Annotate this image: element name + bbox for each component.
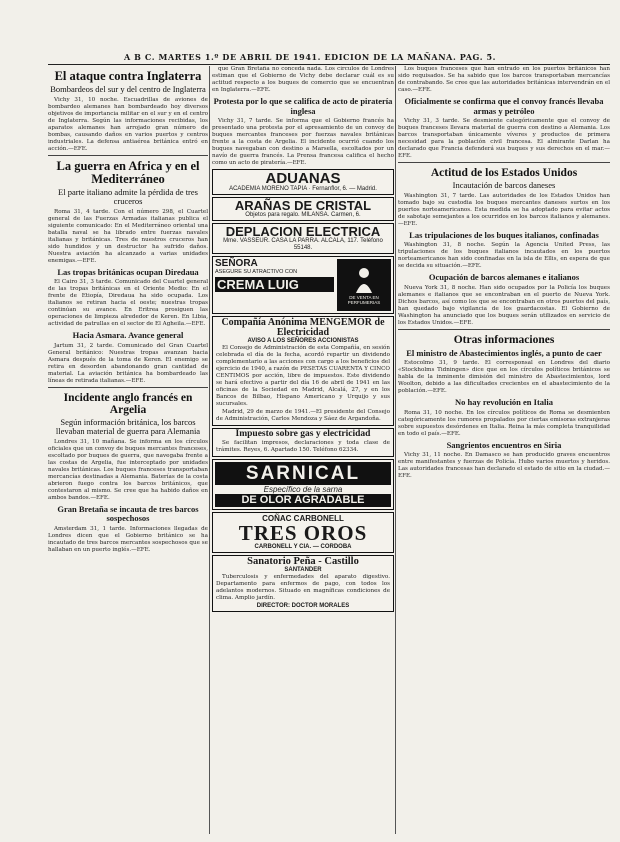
- article-title-pirateria: Protesta por lo que se califica de acto de piratería inglesa: [213, 96, 393, 116]
- article-body: Washington 31, 8 noche. Según la Agencia United Press, las tripulaciones de los buques italianos incautados en los puertos norteamericanos han sido confinadas en la isla de Ellis, en espera de que se decida su situación.—EFE.: [398, 242, 610, 269]
- ad-title: Compañía Anónima MENGEMOR de Electricidad: [221, 317, 385, 338]
- ad-subtitle: Objetos para regalo. MILANSA. Carmen, 6.: [245, 212, 361, 218]
- ad-depilacion: [212, 223, 394, 254]
- divider: [48, 155, 208, 156]
- article-body: Nueva York 31, 8 noche. Han sido ocupados por la Policía los buques alemanes e italianos que se encontraban en el puerto de Nueva York. Dichos barcos, así como los que se encontraban en otros puertos del país, han quedado bajo vigilancia de los guardacostas. El Gobierno de Washington ha anunciado que los buques serán utilizados en servicio de los Estados Unidos.—EFE.: [398, 284, 610, 326]
- ad-body: Tuberculosis y enfermedades del aparato digestivo. Departamento para enfermos de pago, con todos los adelantos modernos. Situado en magníficas condiciones de clima. Amplio jardín.: [216, 574, 390, 601]
- divider: [48, 387, 208, 388]
- woman-figure-icon: [349, 265, 379, 295]
- ad-slogan: DE OLOR AGRADABLE: [215, 494, 391, 507]
- article-title-convoy-frances: Oficialmente se confirma que el convoy francés llevaba armas y petróleo: [404, 96, 604, 116]
- ad-subtitle: ACADEMIA MORENO TAPIA · Fernanflor, 6. — Madrid.: [229, 186, 377, 192]
- article-subtitle-bombardeos: Bombardeos del sur y del centro de Inglaterra: [50, 84, 206, 94]
- article-body: Jartum 31, 2 tarde. Comunicado del Gran Cuartel General británico: Nuestras tropas avanzan hacia Asmara después de la toma de Keren. El enemigo se retira en desorden abandonando gran cantidad de material. La aviación británica ha bombardeado las líneas de retirada italianas.—EFE.: [48, 342, 208, 384]
- article-body: Amsterdam 31, 1 tarde. Informaciones llegadas de Londres dicen que el Gobierno británico se ha incautado de tres barcos mercantes sospechosos que se hallaban en un puerto inglés.—EFE.: [48, 525, 208, 553]
- ad-impuesto-gas: [212, 428, 394, 457]
- article-body: Estocolmo 31, 9 tarde. El corresponsal en Londres del diario «Stockholms Tidningen» dice que en los círculos políticos británicos se habla de la inminente dimisión del ministro de Abastecimientos, lord Woolton, debido a las dificultades crecientes en el abastecimiento de la población.—EFE.: [398, 360, 610, 394]
- article-title-estados-unidos: Actitud de los Estados Unidos: [430, 167, 578, 179]
- ad-subtitle: Mme. VASSEUR. CASA LA PARRA. ALCALA, 117. Teléfono 55148.: [223, 238, 383, 251]
- ad-city: SANTANDER: [284, 567, 322, 573]
- middle-column: [212, 66, 394, 838]
- ad-aranas-cristal: [212, 197, 394, 221]
- ad-title: Impuesto sobre gas y electricidad: [235, 429, 371, 439]
- article-subtitle-barcos-daneses: Incautación de barcos daneses: [452, 180, 556, 190]
- article-body: El Cairo 31, 3 tarde. Comunicado del Cuartel general de las tropas británicas en el Oriente Medio: En el frente de Etiopía, Diredaua ha sido ocupada. Los italianos se retiran hacia el oeste; nuestras tropas continúan su avance. En Eritrea prosiguen las operaciones de limpieza alrededor de Keren. En Libia, actividad de patrullas en el sector de El Agheila.—EFE.: [48, 279, 208, 327]
- article-title-tripulaciones: Las tripulaciones de los buques italianos, confinadas: [409, 229, 599, 240]
- article-body: Roma 31, 4 tarde. Con el número 298, el Cuartel general de las Fuerzas Armadas italianas publica el siguiente comunicado: En el Mediterráneo oriental una batalla naval se ha librado entre fuerzas navales italianas y británicas. Tres de nuestros cruceros han sido hundidos y un destructor ha sufrido daños. Nuestra aviación ha alcanzado a varias unidades enemigas.—EFE.: [48, 208, 208, 264]
- column-divider-2: [395, 66, 396, 834]
- article-title-asmara: Hacia Asmara. Avance general: [72, 330, 184, 340]
- article-body: Vichy 31, 11 noche. En Damasco se han producido graves encuentros entre manifestantes y fuerzas de Policía. Hubo varios muertos y heridos. Las autoridades francesas han declarado el estado de sitio en la ciudad.—EFE.: [398, 452, 610, 479]
- article-body: Vichy 31, 7 tarde. Se informa que el Gobierno francés ha presentado una protesta por el apresamiento de un convoy de buques mercantes franceses por fuerzas navales británicas frente a la costa de Argelia. El incidente ocurrió cuando los buques navegaban con destino a Marsella, escoltados por un navío de guerra francés. La Prensa francesa califica el hecho como un acto de piratería.—EFE.: [212, 118, 394, 166]
- ad-subtitle: Específico de la sarna: [263, 484, 343, 494]
- ad-crema-luig: [212, 256, 394, 314]
- ad-title: Sanatorio Peña - Castillo: [247, 555, 359, 567]
- article-title-guerra-africa: La guerra en Africa y en el Mediterráneo: [56, 158, 200, 186]
- ad-director: DIRECTOR: DOCTOR MORALES: [256, 603, 350, 609]
- article-body: Londres 31, 10 mañana. Se informa en los círculos oficiales que un convoy de buques mercantes franceses, escoltado por buques de guerra, que navegaba frente a las costas de Argelia, fue interceptado por unidades navales británicas. Los buques franceses transportaban mercancías destinadas a Alemania. Baterías de la costa abrieron fuego contra los barcos británicos, que contestaron al mismo. Se cree que ha habido daños en ambos bandos.—EFE.: [48, 438, 208, 501]
- article-title-ataque-inglaterra: El ataque contra Inglaterra: [54, 69, 202, 83]
- article-title-diredaua: Las tropas británicas ocupan Diredaua: [57, 266, 199, 277]
- ad-lead: COÑAC CARBONELL: [262, 513, 344, 523]
- ad-tagline: DE VENTA EN PERFUMERIAS: [347, 295, 381, 305]
- ad-brand: CREMA LUIG: [215, 277, 334, 292]
- article-body: Vichy 31, 3 tarde. Se desmiente categóricamente que el convoy de buques franceses llevara material de guerra con destino a Alemania. Los barcos transportaban únicamente víveres y productos de primera necesidad para la población civil francesa. El almirante Darlan ha declarado que Francia defenderá sus buques y sus derechos en el mar.—EFE.: [398, 118, 610, 159]
- article-body: que Gran Bretaña no conceda nada. Los círculos de Londres estiman que el Gobierno de Vichy debe declarar cuál es su actitud respecto a los buques de comercio que se encuentran en Inglaterra.—EFE.: [212, 66, 394, 93]
- ad-title: DEPLACION ELECTRICA: [225, 224, 381, 239]
- ad-mengemor: [212, 316, 394, 426]
- header-rule: [48, 64, 610, 65]
- ad-sarnical: [212, 459, 394, 510]
- ad-title: ADUANAS: [265, 170, 341, 187]
- article-body: Washington 31, 7 tarde. Las autoridades de los Estados Unidos han tomado bajo su custodia los buques mercantes daneses surtos en los puertos norteamericanos. Esta medida se ha adoptado para evitar actos de sabotaje semejantes a los ocurridos en los barcos italianos y alemanes.—EFE.: [398, 192, 610, 227]
- article-title-ocupacion-barcos: Ocupación de barcos alemanes e italianos: [428, 272, 580, 282]
- article-title-incidente-argelia: Incidente anglo francés en Argelia: [63, 391, 193, 416]
- ad-title: TRES OROS: [238, 520, 368, 545]
- right-column: [398, 66, 610, 838]
- divider: [398, 162, 610, 163]
- ad-date: Madrid, 29 de marzo de 1941.—El presidente del Consejo de Administración, Carlos Mendoza y Sáez de Argandoña.: [216, 409, 390, 422]
- ad-illustration: [337, 259, 391, 311]
- ad-body: El Consejo de Administración de esta Compañía, en sesión celebrada el día de la fecha, acordó repartir un dividendo complementario a las acciones con cargo a los beneficios del ejercicio de 1940, a razón de PESETAS CUARENTA Y CINCO CENTIMOS por acción, libre de impuestos. Este dividendo se hará efectivo a partir del día 16 de abril de 1941 en las oficinas de la Sociedad en Madrid, Alcalá, 27, y en los Bancos de Bilbao, Hispano Americano y Urquijo y sus sucursales.: [216, 345, 390, 407]
- ad-subtitle: ASEGURE SU ATRACTIVO CON: [215, 269, 298, 275]
- article-title-italia: No hay revolución en Italia: [454, 397, 554, 407]
- ad-body: Se facilitan impresos, declaraciones y toda clase de trámites. Reyes, 6. Apartado 150. Teléfono 62334.: [216, 439, 390, 453]
- ad-aduanas: [212, 169, 394, 195]
- ad-title: ARAÑAS DE CRISTAL: [234, 198, 372, 213]
- divider: [398, 329, 610, 330]
- left-column: [48, 66, 208, 838]
- ad-title: SARNICAL: [215, 462, 391, 485]
- ad-subtitle: AVISO A LOS SEÑORES ACCIONISTAS: [247, 338, 359, 344]
- article-title-siria: Sangrientos encuentros en Siria: [446, 439, 562, 450]
- ad-text-block: [215, 259, 334, 311]
- article-subtitle-parte-italiano: El parte italiano admite la pérdida de tres cruceros: [58, 186, 198, 206]
- ad-tres-oros: [212, 512, 394, 553]
- page-header: A B C. MARTES 1.º DE ABRIL DE 1941. EDICION DE LA MAÑANA. PAG. 5.: [123, 52, 497, 62]
- article-title-barcos-sospechosos: Gran Bretaña se incauta de tres barcos sospechosos: [57, 503, 199, 523]
- ad-sanatorio: [212, 555, 394, 613]
- article-body: Vichy 31, 10 noche. Escuadrillas de aviones de bombardeo alemanes han bombardeado hoy diversos objetivos de importancia militar en el sur y en el centro de Inglaterra. Según las informaciones recibidas, los aparatos alemanes han arrojado gran número de bombas, causando daños en varios puertos y centros industriales. La defensa antiaérea británica entró en acción.—EFE.: [48, 96, 208, 152]
- column-divider-1: [209, 66, 210, 834]
- article-body: Roma 31, 10 noche. En los círculos políticos de Roma se desmienten categóricamente los rumores propalados por ciertas emisoras extranjeras sobre supuestos desórdenes en Italia. Reina la más completa tranquilidad en todo el país.—EFE.: [398, 409, 610, 437]
- article-subtitle-ministro: El ministro de Abastecimientos inglés, a punto de caer: [406, 347, 602, 358]
- article-body: Los buques franceses que han entrado en los puertos británicos han sido requisados. Se ha sabido que los barcos transportaban mercancías de contrabando. Se cree que las autoridades británicas intervendrán en el caso.—EFE.: [398, 66, 610, 93]
- article-title-otras-informaciones: Otras informaciones: [453, 333, 555, 346]
- article-subtitle-material-guerra: Según información británica, los barcos llevaban material de guerra para Alemania: [55, 416, 201, 436]
- ad-lead: SEÑORA: [215, 258, 258, 269]
- ad-subtitle: CARBONELL Y CIA. — CORDOBA: [254, 543, 352, 550]
